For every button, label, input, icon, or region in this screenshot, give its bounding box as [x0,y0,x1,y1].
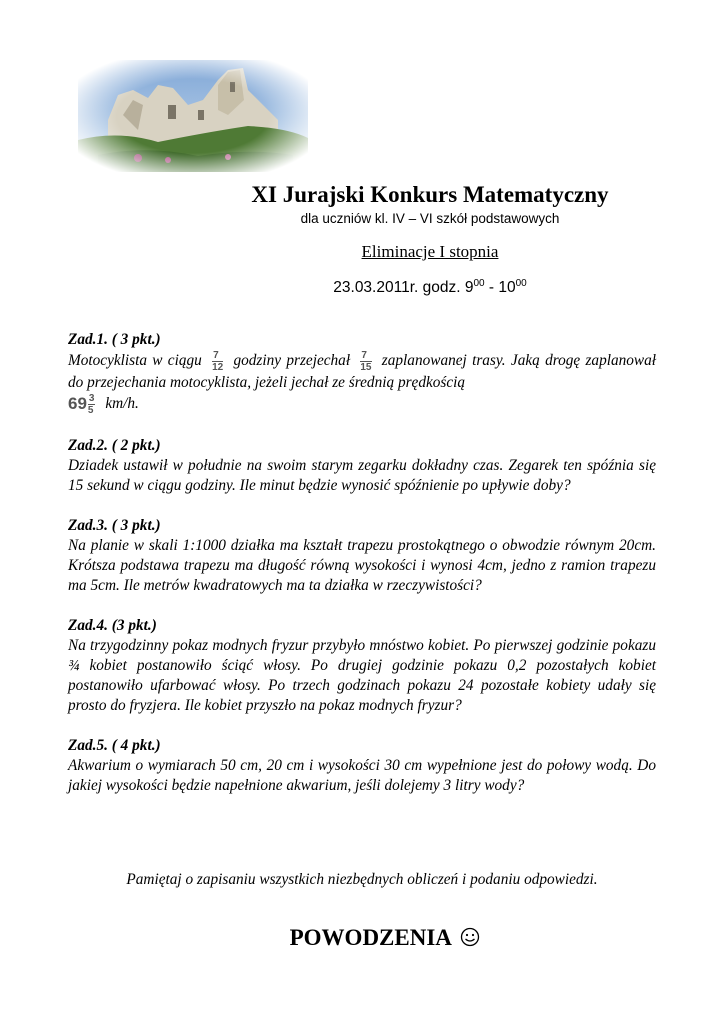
speed-fraction [88,393,96,416]
task-1 [68,330,656,416]
fraction-time-numerator: 7 [212,350,223,362]
fraction-route [360,350,371,373]
task-2-heading: Zad.2. ( 2 pkt.) [68,437,161,454]
speed-mixed-number [68,393,95,416]
task-5-heading: Zad.5. ( 4 pkt.) [68,737,161,754]
fraction-time [212,350,223,373]
task-2 [68,436,656,496]
speed-numerator: 3 [88,393,95,404]
fraction-route-numerator: 7 [360,350,371,362]
contest-stage: Eliminacje I stopnia [361,242,499,261]
contest-title: XI Jurajski Konkurs Matematyczny [251,182,609,207]
task-3-heading: Zad.3. ( 3 pkt.) [68,517,161,534]
task-3 [68,516,656,596]
reminder-note: Pamiętaj o zapisaniu wszystkich niezbędnych obliczeń i podaniu odpowiedzi. [126,871,598,888]
task-1-part-c: zaplanowanej trasy. Jaką drogę zaplanował do przejechania motocyklista, jeżeli jechał ze średnią prędkością [68,352,657,391]
start-minutes: 00 [473,278,485,289]
task-4-text: Na trzygodzinny pokaz modnych fryzur przybyło mnóstwo kobiet. Po pierwszej godzinie pokazu ¾ kobiet postanowiło ściąć włosy. Po drugiej godzinie pokazu 0,2 pozostałych kobiet postanowiło ufarbować włosy. Po trzech godzinach pokazu 24 pozostałe kobiety udały się prosto do fryzjera. Ile kobiet przyszło na pokaz modnych fryzur? [68,637,656,714]
task-1-part-a: Motocyklista w ciągu [68,352,202,370]
date-prefix: 23.03.2011r. godz. 9 [333,279,474,297]
fraction-route-denominator: 15 [360,362,372,373]
fraction-time-denominator: 12 [212,362,224,373]
speed-denominator: 5 [87,405,94,416]
closing-text: POWODZENIA [289,925,451,950]
task-1-part-b: godziny przejechał [233,352,351,370]
contest-date [230,274,630,298]
task-1-text [68,350,656,416]
task-5-text: Akwarium o wymiarach 50 cm, 20 cm i wysokości 30 cm wypełnione jest do połowy wodą. Do jakiej wysokości będzie napełnione akwarium, jeśli dolejemy 3 litry wody? [68,757,656,794]
task-1-part-d: km/h. [105,395,139,413]
contest-subtitle: dla uczniów kl. IV – VI szkół podstawowych [300,211,560,226]
smiley-icon [460,927,480,953]
task-3-text: Na planie w skali 1:1000 działka ma kształt trapezu prostokątnego o obwodzie równym 20cm. Krótsza podstawa trapezu ma długość równą wysokości i wynosi 4cm, jedno z ramion trapezu ma 5cm. Ile metrów kwadratowych ma ta działka w rzeczywistości? [68,537,656,594]
castle-ruins-drawing [78,60,308,172]
castle-ruins-image [78,60,308,172]
closing-wish [230,925,540,953]
end-minutes: 00 [515,278,527,289]
task-1-heading: Zad.1. ( 3 pkt.) [68,331,161,348]
contest-header [230,180,630,298]
task-list [68,330,656,816]
task-5 [68,736,656,796]
task-2-text: Dziadek ustawił w południe na swoim starym zegarku dokładny czas. Zegarek ten spóźnia się 15 sekund w ciągu godziny. Ile minut będzie wynosić spóźnienie po upływie doby? [68,457,656,494]
task-4-heading: Zad.4. (3 pkt.) [68,617,157,634]
speed-whole: 69 [68,393,87,413]
date-dash: - 10 [484,279,516,297]
task-4 [68,616,656,716]
